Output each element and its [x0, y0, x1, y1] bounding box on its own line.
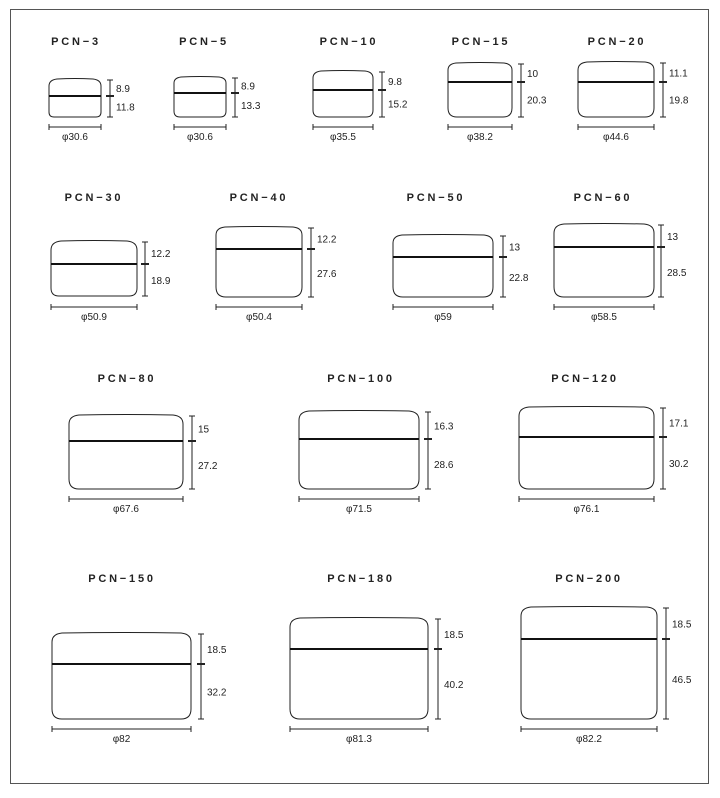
jar-lid — [290, 618, 428, 650]
product-pcn150 — [52, 573, 227, 745]
body-height-label: 15.2 — [388, 99, 408, 111]
jar-lid — [313, 71, 373, 91]
product-pcn100 — [299, 373, 454, 515]
jar-body — [393, 257, 493, 297]
product-name: PCN−15 — [451, 36, 511, 48]
jar-body — [519, 437, 654, 489]
product-pcn50 — [393, 192, 529, 323]
body-height-label: 28.5 — [667, 268, 687, 279]
jar-body — [51, 264, 137, 296]
diameter-label: φ38.2 — [467, 132, 493, 143]
jar-body — [290, 649, 428, 719]
jar-lid — [554, 224, 654, 248]
jar-lid — [69, 415, 183, 442]
diameter-label: φ82 — [112, 734, 131, 745]
product-pcn60 — [554, 192, 687, 323]
jar-lid — [216, 227, 302, 250]
product-name: PCN−100 — [327, 373, 395, 385]
lid-height-label: 10 — [527, 69, 539, 80]
jar-lid — [448, 63, 512, 83]
lid-height-label: 17.1 — [669, 418, 689, 430]
lid-height-label: 13 — [667, 232, 679, 243]
jar-body — [554, 247, 654, 297]
body-height-label: 13.3 — [241, 101, 261, 112]
lid-height-label: 8.9 — [116, 84, 130, 95]
product-pcn180 — [290, 573, 464, 745]
body-height-label: 27.6 — [317, 269, 337, 280]
diameter-label: φ58.5 — [591, 312, 617, 323]
product-pcn40 — [216, 192, 337, 323]
body-height-label: 18.9 — [151, 276, 171, 287]
jar-lid — [519, 407, 654, 438]
diameter-label: φ59 — [434, 312, 452, 323]
product-name: PCN−10 — [319, 36, 379, 48]
jar-body — [299, 439, 419, 489]
lid-height-label: 8.9 — [241, 81, 255, 93]
product-pcn5 — [174, 36, 261, 143]
product-pcn3 — [49, 36, 135, 143]
jar-lid — [578, 62, 654, 83]
diameter-label: φ82.2 — [576, 734, 602, 745]
jar-lid — [393, 235, 493, 258]
product-name: PCN−5 — [179, 36, 229, 48]
jar-body — [49, 96, 101, 117]
product-name: PCN−120 — [551, 373, 619, 385]
lid-height-label: 18.5 — [444, 630, 464, 641]
jar-body — [578, 82, 654, 117]
diameter-label: φ30.6 — [62, 132, 88, 143]
diameter-label: φ81.3 — [346, 734, 372, 745]
jar-body — [521, 639, 657, 719]
product-pcn80 — [69, 373, 218, 515]
jar-body — [313, 90, 373, 117]
jar-body — [52, 664, 191, 719]
product-pcn120 — [519, 373, 689, 515]
product-name: PCN−200 — [555, 573, 623, 585]
diameter-label: φ44.6 — [603, 132, 629, 143]
diameter-label: φ35.5 — [330, 132, 356, 143]
jar-lid — [49, 79, 101, 97]
diameter-label: φ67.6 — [113, 504, 139, 515]
lid-height-label: 12.2 — [151, 249, 171, 260]
body-height-label: 22.8 — [509, 273, 529, 284]
body-height-label: 30.2 — [669, 459, 689, 470]
body-height-label: 40.2 — [444, 680, 464, 691]
diameter-label: φ50.4 — [246, 312, 272, 323]
body-height-label: 11.8 — [116, 102, 135, 114]
product-name: PCN−50 — [406, 192, 466, 204]
jar-body — [174, 93, 226, 117]
product-pcn30 — [51, 192, 171, 323]
product-pcn20 — [578, 36, 689, 143]
body-height-label: 20.3 — [527, 95, 547, 107]
jar-body — [216, 249, 302, 297]
product-pcn15 — [448, 36, 547, 143]
lid-height-label: 11.1 — [669, 68, 688, 80]
diameter-label: φ30.6 — [187, 132, 213, 143]
product-name: PCN−80 — [97, 373, 157, 385]
jar-lid — [51, 241, 137, 265]
body-height-label: 27.2 — [198, 461, 218, 472]
jar-lid — [521, 607, 657, 640]
product-name: PCN−180 — [327, 573, 395, 585]
diameter-label: φ71.5 — [346, 504, 372, 515]
body-height-label: 19.8 — [669, 95, 689, 107]
product-name: PCN−20 — [587, 36, 647, 48]
lid-height-label: 18.5 — [672, 619, 692, 631]
body-height-label: 46.5 — [672, 675, 692, 686]
body-height-label: 32.2 — [207, 687, 227, 699]
lid-height-label: 18.5 — [207, 645, 227, 656]
product-name: PCN−60 — [573, 192, 633, 204]
jar-body — [69, 441, 183, 489]
lid-height-label: 16.3 — [434, 421, 454, 433]
jar-body — [448, 82, 512, 117]
diameter-label: φ76.1 — [573, 504, 600, 515]
jar-lid — [299, 411, 419, 440]
jar-lid — [174, 77, 226, 94]
lid-height-label: 9.8 — [388, 77, 402, 88]
product-name: PCN−3 — [51, 36, 101, 48]
product-name: PCN−30 — [64, 192, 124, 204]
body-height-label: 28.6 — [434, 460, 454, 471]
lid-height-label: 13 — [509, 242, 521, 254]
lid-height-label: 12.2 — [317, 234, 337, 246]
product-name: PCN−40 — [229, 192, 289, 204]
diameter-label: φ50.9 — [81, 312, 107, 323]
product-pcn200 — [521, 573, 692, 745]
lid-height-label: 15 — [198, 424, 210, 436]
product-name: PCN−150 — [88, 573, 156, 585]
jar-lid — [52, 633, 191, 665]
product-pcn10 — [313, 36, 408, 143]
